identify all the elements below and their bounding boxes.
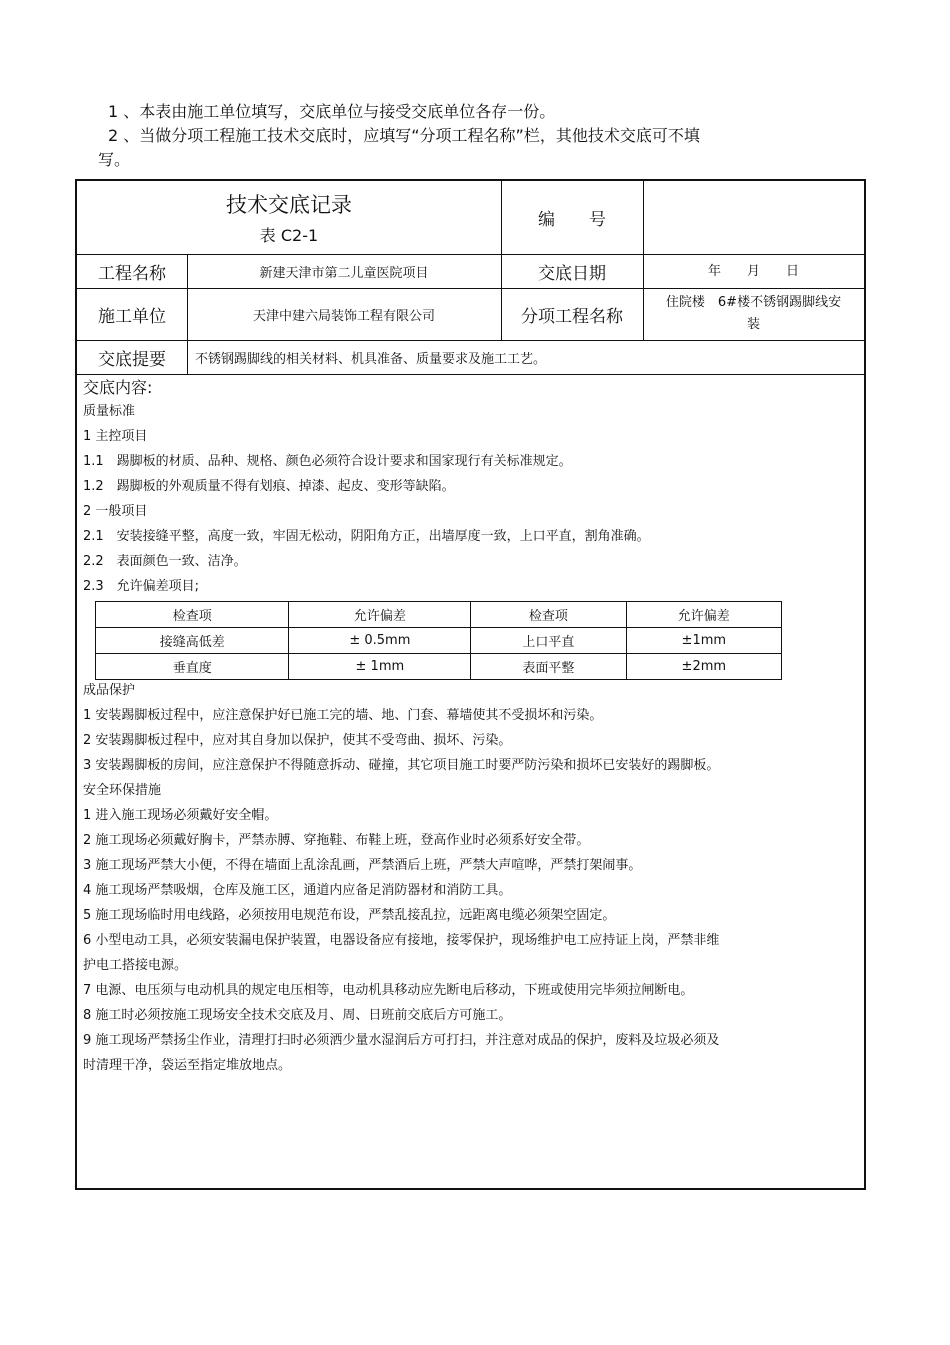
protection-title: 成品保护 bbox=[83, 683, 136, 698]
row-divider bbox=[77, 374, 864, 375]
number-label: 编 号 bbox=[538, 210, 606, 230]
content-line: 3 安装踢脚板的房间，应注意保护不得随意拆动、碰撞，其它项目施工时要严防污染和损坏已安装好的踢脚板。 bbox=[83, 758, 720, 773]
form-code: 表 C2-1 bbox=[259, 226, 319, 245]
tolerance-table bbox=[95, 601, 782, 680]
quality-title: 质量标准 bbox=[83, 404, 136, 419]
note-3: 写。 bbox=[98, 150, 131, 169]
table-header: 允许偏差 bbox=[289, 602, 471, 628]
construction-unit-value: 天津中建六局装饰工程有限公司 bbox=[252, 308, 435, 324]
table-cell: 上口平直 bbox=[471, 628, 626, 654]
subproject-value: 住院楼 6#楼不锈钢踢脚线安装 bbox=[665, 295, 842, 332]
content-line: 2 安装踢脚板过程中，应对其自身加以保护，使其不受弯曲、损坏、污染。 bbox=[83, 733, 512, 748]
content-line: 1.1 踢脚板的材质、品种、规格、颜色必须符合设计要求和国家现行有关标准规定。 bbox=[83, 454, 572, 469]
content-line: 4 施工现场严禁吸烟，仓库及施工区，通道内应备足消防器材和消防工具。 bbox=[83, 883, 512, 898]
safety-title: 安全环保措施 bbox=[83, 783, 162, 798]
content-line: 1 主控项目 bbox=[83, 429, 148, 444]
note-1: 1 、本表由施工单位填写，交底单位与接受交底单位各存一份。 bbox=[108, 102, 556, 121]
content-line: 2 施工现场必须戴好胸卡，严禁赤膊、穿拖鞋、布鞋上班，登高作业时必须系好安全带。 bbox=[83, 833, 590, 848]
content-line: 时清理干净，袋运至指定堆放地点。 bbox=[83, 1058, 292, 1073]
table-header: 检查项 bbox=[471, 602, 626, 628]
content-line: 8 施工时必须按施工现场安全技术交底及月、周、日班前交底后方可施工。 bbox=[83, 1008, 512, 1023]
content-line: 7 电源、电压须与电动机具的规定电压相等，电动机具移动应先断电后移动，下班或使用完毕须拉闸断电。 bbox=[83, 983, 694, 998]
project-name-value: 新建天津市第二儿童医院项目 bbox=[259, 265, 429, 281]
content-line: 5 施工现场临时用电线路，必须按用电规范布设，严禁乱接乱拉，远距离电缆必须架空固定。 bbox=[83, 908, 616, 923]
table-cell: ±1mm bbox=[626, 628, 781, 654]
project-name-label: 工程名称 bbox=[98, 263, 166, 284]
table-row bbox=[96, 628, 782, 654]
construction-unit-label: 施工单位 bbox=[98, 306, 166, 327]
content-line: 9 施工现场严禁扬尘作业，清理打扫时必须洒少量水湿润后方可打扫，并注意对成品的保护，废料及垃圾必须及 bbox=[83, 1033, 720, 1048]
number-value bbox=[643, 181, 864, 254]
form-title: 技术交底记录 bbox=[226, 193, 352, 217]
table-cell: 接缝高低差 bbox=[96, 628, 289, 654]
instructions bbox=[98, 100, 818, 172]
content-heading: 交底内容: bbox=[83, 378, 153, 397]
content-line: 1 进入施工现场必须戴好安全帽。 bbox=[83, 808, 278, 823]
date-label: 交底日期 bbox=[538, 263, 606, 284]
content-line: 2 一般项目 bbox=[83, 504, 148, 519]
table-header: 允许偏差 bbox=[626, 602, 781, 628]
content-line: 2.3 允许偏差项目; bbox=[83, 579, 200, 594]
content-line: 6 小型电动工具，必须安装漏电保护装置，电器设备应有接地，接零保护，现场维护电工应持证上岗，严禁非维 bbox=[83, 933, 720, 948]
note-2: 2 、当做分项工程施工技术交底时，应填写“分项工程名称”栏，其他技术交底可不填 bbox=[108, 126, 700, 145]
table-row bbox=[96, 654, 782, 680]
table-cell: ± 0.5mm bbox=[289, 628, 471, 654]
briefing-content-continued bbox=[83, 678, 783, 1078]
table-cell: 垂直度 bbox=[96, 654, 289, 680]
summary-value: 不锈钢踢脚线的相关材料、机具准备、质量要求及施工工艺。 bbox=[195, 351, 547, 367]
subproject-label: 分项工程名称 bbox=[521, 306, 623, 327]
table-header: 检查项 bbox=[96, 602, 289, 628]
date-value: 年 月 日 bbox=[707, 264, 799, 279]
content-line: 护电工搭接电源。 bbox=[83, 958, 188, 973]
table-cell: 表面平整 bbox=[471, 654, 626, 680]
table-cell: ±2mm bbox=[626, 654, 781, 680]
content-line: 2.1 安装接缝平整，高度一致，牢固无松动，阴阳角方正，出墙厚度一致，上口平直，割角准确。 bbox=[83, 529, 650, 544]
briefing-content bbox=[83, 377, 783, 599]
content-line: 2.2 表面颜色一致、洁净。 bbox=[83, 554, 247, 569]
content-line: 1.2 踢脚板的外观质量不得有划痕、掉漆、起皮、变形等缺陷。 bbox=[83, 479, 455, 494]
content-line: 3 施工现场严禁大小便，不得在墙面上乱涂乱画，严禁酒后上班，严禁大声喧哗，严禁打架闹事。 bbox=[83, 858, 642, 873]
content-line: 1 安装踢脚板过程中，应注意保护好已施工完的墙、地、门套、幕墙使其不受损坏和污染。 bbox=[83, 708, 603, 723]
table-cell: ± 1mm bbox=[289, 654, 471, 680]
summary-label: 交底提要 bbox=[98, 349, 166, 370]
table-row bbox=[96, 602, 782, 628]
form-title-cell bbox=[77, 181, 501, 254]
record-form bbox=[75, 179, 866, 1190]
